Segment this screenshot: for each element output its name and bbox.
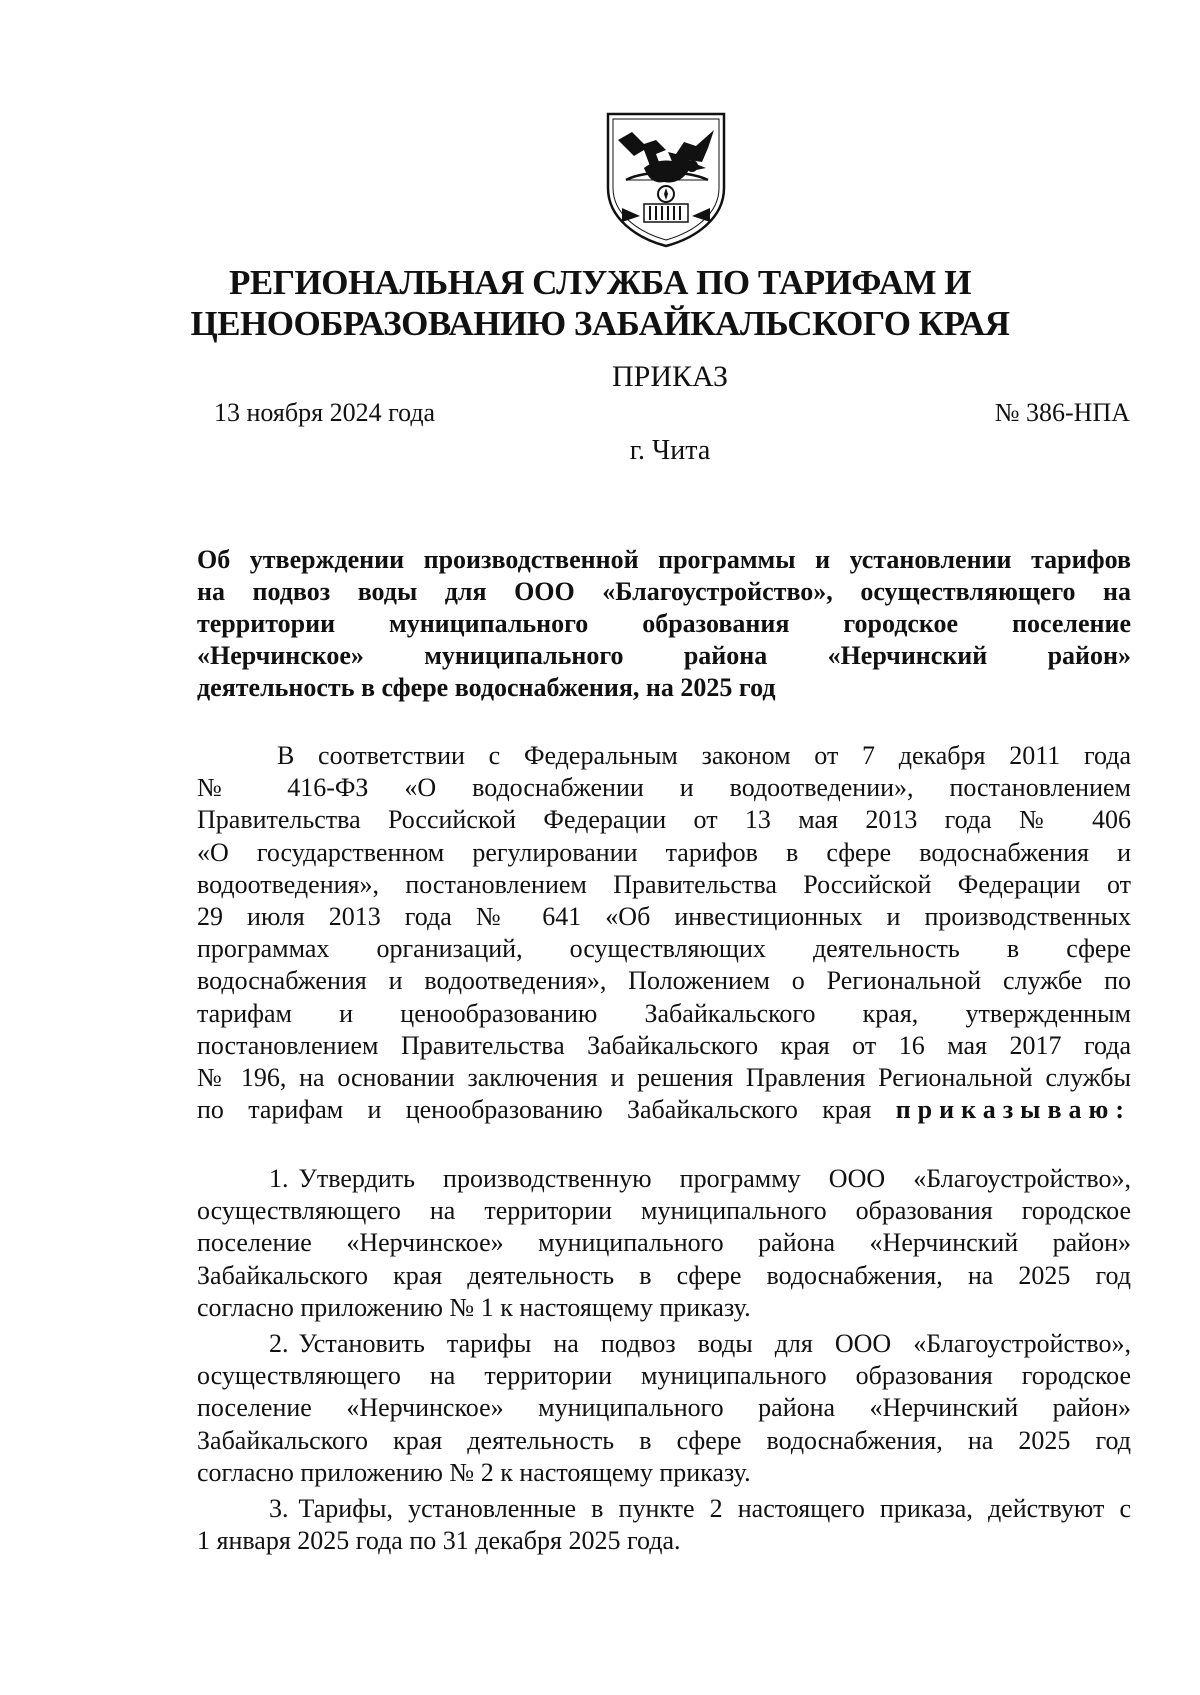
order-date: 13 ноября 2024 года — [214, 398, 436, 427]
preamble-line: водоотведения», постановлением Правительства Российской Федерации от — [197, 869, 1131, 899]
document-type: ПРИКАЗ — [612, 360, 728, 393]
order-item-text: Тарифы, установленные в пункте 2 настоящего приказа, действуют с — [298, 1494, 1131, 1524]
order-item-number: 2. — [269, 1329, 289, 1359]
preamble-line: программах организаций, осуществляющих деятельность в сфере — [197, 934, 1131, 964]
organization-title-line-1: РЕГИОНАЛЬНАЯ СЛУЖБА ПО ТАРИФАМ И — [229, 263, 971, 302]
organization-title-line-2: ЦЕНООБРАЗОВАНИЮ ЗАБАЙКАЛЬСКОГО КРАЯ — [190, 304, 1010, 343]
subject-line: на подвоз воды для ООО «Благоустройство», осуществляющего на — [197, 577, 1131, 606]
order-item-line: поселение «Нерчинское» муниципального района «Нерчинский район» — [197, 1393, 1131, 1423]
order-subject — [197, 544, 1131, 704]
preamble-line: В соответствии с Федеральным законом от 7 декабря 2011 года — [277, 741, 1131, 770]
order-item — [197, 1163, 1131, 1324]
preamble-line: № 416-ФЗ «О водоснабжении и водоотведении», постановлением — [197, 773, 1131, 803]
order-item-line: осуществляющего на территории муниципального образования городское — [197, 1361, 1131, 1391]
subject-line: территории муниципального образования городское поселение — [197, 609, 1131, 638]
order-item — [197, 1328, 1131, 1489]
preamble-line: 29 июля 2013 года № 641 «Об инвестиционных и производственных — [197, 902, 1131, 932]
order-number: № 386-НПА — [994, 398, 1130, 427]
order-item — [197, 1493, 1131, 1557]
preamble-last-line-text: по тарифам и ценообразованию Забайкальского края — [197, 1095, 872, 1125]
order-item-number: 1. — [269, 1164, 289, 1193]
subject-line: Об утверждении производственной программы и установлении тарифов — [197, 545, 1131, 574]
order-item-text: Утвердить производственную программу ООО «Благоустройство», — [298, 1164, 1131, 1193]
preamble-line: постановлением Правительства Забайкальского края от 16 мая 2017 года — [197, 1030, 1131, 1060]
preamble-line: водоснабжения и водоотведения», Положением о Региональной службе по — [197, 966, 1131, 996]
order-item-line: Забайкальского края деятельность в сфере водоснабжения, на 2025 год — [197, 1425, 1131, 1455]
order-item-line — [197, 1328, 1131, 1360]
order-item-line: 1 января 2025 года по 31 декабря 2025 года. — [197, 1526, 681, 1556]
decree-word: приказываю: — [895, 1095, 1132, 1125]
order-items — [197, 1163, 1131, 1561]
subject-line: деятельность в сфере водоснабжения, на 2025 год — [197, 673, 776, 702]
order-item-line: Забайкальского края деятельность в сфере водоснабжения, на 2025 год — [197, 1260, 1131, 1290]
order-item-line: поселение «Нерчинское» муниципального района «Нерчинский район» — [197, 1228, 1131, 1258]
preamble-last-line — [197, 1094, 1131, 1126]
order-city: г. Чита — [629, 435, 711, 466]
subject-line: «Нерчинское» муниципального района «Нерчинский район» — [197, 641, 1131, 670]
order-item-line: согласно приложению № 1 к настоящему приказу. — [197, 1292, 751, 1322]
preamble-line: Правительства Российской Федерации от 13 мая 2013 года № 406 — [197, 805, 1131, 835]
preamble-line: тарифам и ценообразованию Забайкальского края, утвержденным — [197, 998, 1131, 1028]
order-item-line — [197, 1163, 1131, 1195]
preamble-line: «О государственном регулировании тарифов в сфере водоснабжения и — [197, 837, 1131, 867]
order-item-line: осуществляющего на территории муниципального образования городское — [197, 1196, 1131, 1226]
order-item-line — [197, 1493, 1131, 1525]
coat-of-arms-icon — [604, 110, 728, 250]
organization-title — [150, 262, 1050, 344]
preamble-line: № 196, на основании заключения и решения Правления Региональной службы — [197, 1063, 1131, 1093]
order-item-line: согласно приложению № 2 к настоящему приказу. — [197, 1457, 751, 1487]
order-item-text: Установить тарифы на подвоз воды для ООО «Благоустройство», — [298, 1329, 1131, 1359]
order-item-number: 3. — [269, 1494, 289, 1524]
preamble-paragraph — [197, 740, 1131, 1126]
